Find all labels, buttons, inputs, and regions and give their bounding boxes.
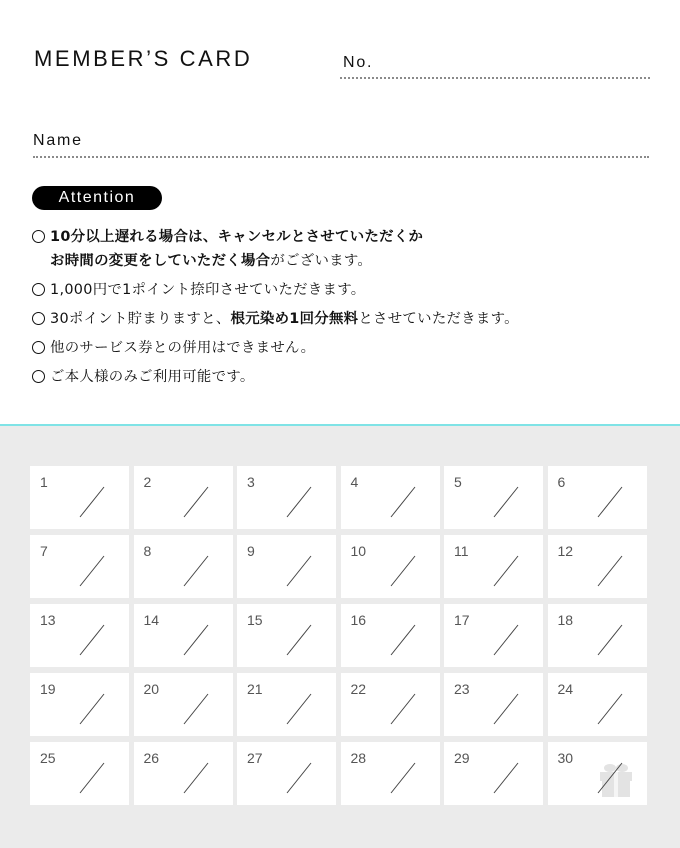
rule-item [32,225,662,273]
slash-mark-icon [30,742,129,805]
circle-bullet-icon [32,370,45,383]
stamp-cell[interactable] [341,742,440,805]
stamp-number: 17 [454,612,470,628]
slash-mark-icon [134,535,233,598]
rule-text: 他のサービス券との併用はできません。 [50,340,316,356]
circle-bullet-icon [32,283,45,296]
stamp-number: 9 [247,543,255,559]
name-label: Name [33,132,83,149]
stamp-number: 20 [143,681,160,697]
stamp-number: 23 [454,681,470,697]
stamp-cell[interactable] [237,535,336,598]
stamp-cell[interactable] [548,604,647,667]
stamp-number: 30 [557,750,574,766]
slash-mark-icon [134,466,233,529]
stamp-cell[interactable] [30,466,129,529]
stamp-cell[interactable] [237,604,336,667]
stamp-cell[interactable] [30,742,129,805]
slash-mark-icon [548,604,647,667]
attention-badge: Attention [32,186,162,210]
slash-mark-icon [237,604,336,667]
stamp-number: 28 [350,750,367,766]
slash-mark-icon [341,604,440,667]
stamp-cell[interactable] [444,604,543,667]
stamp-cell[interactable] [30,535,129,598]
stamp-number: 8 [143,543,152,559]
stamp-cell[interactable] [548,673,647,736]
stamp-cell[interactable] [444,673,543,736]
rule-item [32,307,662,331]
slash-mark-icon [134,742,233,805]
slash-mark-icon [134,604,233,667]
slash-mark-icon [237,535,336,598]
slash-mark-icon [341,673,440,736]
slash-mark-icon [444,673,543,736]
member-number-label: No. [343,54,374,71]
stamp-number: 12 [557,543,574,559]
slash-mark-icon [237,742,336,805]
stamp-cell[interactable] [30,673,129,736]
slash-mark-icon [237,466,336,529]
rule-item [32,278,662,302]
stamp-number: 13 [40,612,56,628]
stamp-cell[interactable] [548,742,647,805]
stamp-cell[interactable] [444,535,543,598]
stamp-cell[interactable] [444,742,543,805]
slash-mark-icon [30,604,129,667]
slash-mark-icon [444,535,543,598]
slash-mark-icon [444,604,543,667]
stamp-number: 26 [143,750,160,766]
stamp-grid [30,466,647,808]
stamp-cell[interactable] [444,466,543,529]
slash-mark-icon [548,535,647,598]
stamp-cell[interactable] [134,742,233,805]
stamp-number: 5 [454,474,462,490]
stamp-cell[interactable] [237,466,336,529]
stamp-number: 10 [350,543,367,559]
stamp-number: 7 [40,543,48,559]
stamp-number: 11 [454,543,469,559]
slash-mark-icon [341,466,440,529]
stamp-cell[interactable] [341,604,440,667]
slash-mark-icon [444,742,543,805]
slash-mark-icon [444,466,543,529]
stamp-number: 16 [350,612,367,628]
stamp-number: 2 [143,474,152,490]
stamp-number: 21 [247,681,263,697]
slash-mark-icon [30,535,129,598]
stamp-cell[interactable] [341,466,440,529]
stamp-number: 24 [557,681,574,697]
card-title: MEMBER’S CARD [34,46,253,71]
stamp-cell[interactable] [548,466,647,529]
stamp-number: 15 [247,612,263,628]
stamp-number: 18 [557,612,574,628]
rule-text: 1,000円で1ポイント捺印させていただきます。 [50,282,366,298]
stamp-cell[interactable] [134,673,233,736]
stamp-cell[interactable] [548,535,647,598]
rule-text: 30ポイント貯まりますと、 [50,311,231,327]
slash-mark-icon [341,535,440,598]
stamp-number: 6 [557,474,566,490]
stamp-cell[interactable] [134,604,233,667]
stamp-number: 4 [350,474,359,490]
rule-text-bold: 10分以上遅れる場合は、キャンセルとさせていただくか [50,229,424,245]
member-number-field[interactable] [340,77,650,79]
slash-mark-icon [548,673,647,736]
stamp-cell[interactable] [134,466,233,529]
slash-mark-icon [548,742,647,805]
stamp-cell[interactable] [341,673,440,736]
stamp-cell[interactable] [134,535,233,598]
stamp-cell[interactable] [237,673,336,736]
slash-mark-icon [30,466,129,529]
rule-text: ご本人様のみご利用可能です。 [50,369,255,385]
stamp-number: 14 [143,612,160,628]
stamp-number: 25 [40,750,56,766]
stamp-cell[interactable] [30,604,129,667]
stamp-number: 27 [247,750,263,766]
stamp-number: 3 [247,474,255,490]
stamp-number: 1 [40,474,48,490]
circle-bullet-icon [32,312,45,325]
slash-mark-icon [134,673,233,736]
slash-mark-icon [30,673,129,736]
stamp-cell[interactable] [341,535,440,598]
rule-item [32,336,662,360]
rule-text: がございます。 [270,253,373,269]
stamp-number: 22 [350,681,367,697]
stamp-cell[interactable] [237,742,336,805]
name-field[interactable] [33,156,649,158]
rule-text: とさせていただきます。 [358,311,519,327]
circle-bullet-icon [32,230,45,243]
slash-mark-icon [237,673,336,736]
slash-mark-icon [341,742,440,805]
rule-item [32,365,662,389]
rule-second-line [50,249,662,273]
slash-mark-icon [548,466,647,529]
circle-bullet-icon [32,341,45,354]
rules-list [32,225,662,394]
rule-text-bold: お時間の変更をしていただく場合 [50,253,271,269]
stamp-number: 19 [40,681,56,697]
stamp-number: 29 [454,750,470,766]
rule-text-bold: 根元染め1回分無料 [230,311,359,327]
